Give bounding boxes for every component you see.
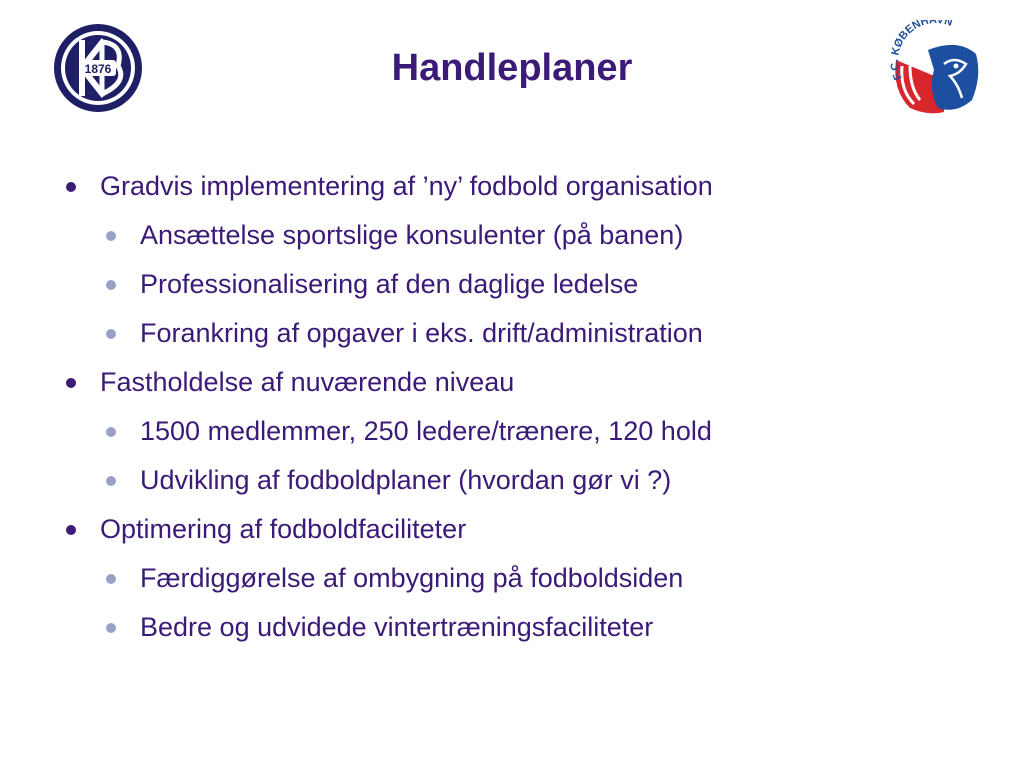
sub-bullet-item: Forankring af opgaver i eks. drift/administration [60, 313, 980, 362]
kb-logo-year: 1876 [84, 62, 112, 76]
slide-title: Handleplaner [391, 47, 633, 89]
bullet-item: Fastholdelse af nuværende niveau [60, 362, 980, 411]
sub-bullet-item: Udvikling af fodboldplaner (hvordan gør vi ?) [60, 460, 980, 509]
bullet-item: Gradvis implementering af ’ny’ fodbold organisation [60, 166, 980, 215]
bullet-item: Optimering af fodboldfaciliteter [60, 509, 980, 558]
sub-bullet-item: Bedre og udvidede vintertræningsfaciliteter [60, 607, 980, 656]
bullet-list [60, 166, 980, 656]
fck-logo-text: F.C. KØBENHAVN [888, 20, 954, 82]
sub-bullet-item: Professionalisering af den daglige ledelse [60, 264, 980, 313]
fck-club-logo [888, 20, 984, 116]
sub-bullet-item: 1500 medlemmer, 250 ledere/trænere, 120 hold [60, 411, 980, 460]
sub-bullet-item: Færdiggørelse af ombygning på fodboldsiden [60, 558, 980, 607]
sub-bullet-item: Ansættelse sportslige konsulenter (på banen) [60, 215, 980, 264]
